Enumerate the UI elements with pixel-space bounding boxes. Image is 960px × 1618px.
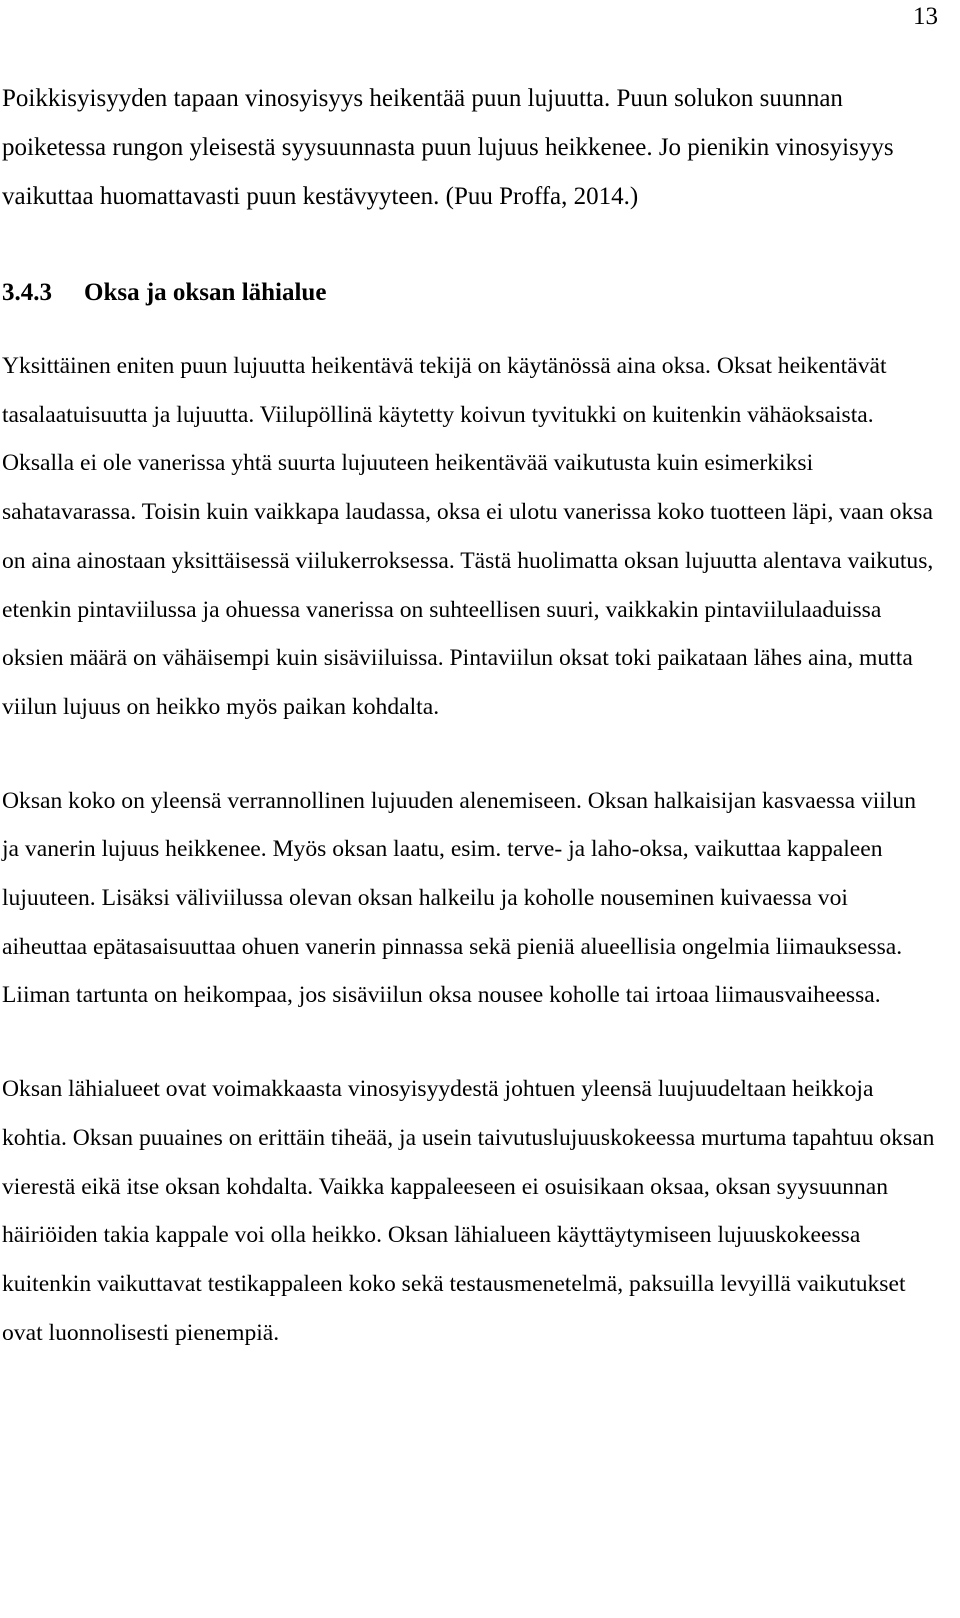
section-title: Oksa ja oksan lähialue xyxy=(84,279,327,306)
paragraph-knots-general: Yksittäinen eniten puun lujuutta heikentävä tekijä on käytänössä aina oksa. Oksat heikentävät tasalaatuisuutta ja lujuutta. Viilupöllinä käytetty koivun tyvitukki on kuitenkin vähäoksaista. Oksalla ei ole vanerissa yhtä suurta lujuuteen heikentävää vaikutusta kuin esimerkiksi sahatavarassa. Toisin kuin vaikkapa laudassa, oksa ei ulotu vanerissa koko tuotteen läpi, vaan oksa on aina ainostaan yksittäisessä viilukerroksessa. Tästä huolimatta oksan lujuutta alentava vaikutus, etenkin pintaviilussa ja ohuessa vanerissa on suhteellisen suuri, vaikkakin pintaviilulaaduissa oksien määrä on vähäisempi kuin sisäviiluissa. Pintaviilun oksat toki paikataan lähes aina, mutta viilun lujuus on heikko myös paikan kohdalta. xyxy=(2,353,934,720)
paragraph-knot-surroundings: Oksan lähialueet ovat voimakkaasta vinosyisyydestä johtuen yleensä luujuudeltaan heikkoja kohtia. Oksan puuaines on erittäin tiheää, ja usein taivutuslujuuskokeessa murtuma tapahtuu oksan vierestä eikä itse oksan kohdalta. Vaikka kappaleeseen ei osuisikaan oksaa, oksan syysuunnan häiriöiden takia kappale voi olla heikko. Oksan lähialueen käyttäytymiseen lujuuskokeessa kuitenkin vaikuttavat testikappaleen koko sekä testausmenetelmä, paksuilla levyillä vaikutukset ovat luonnolisesti pienempiä. xyxy=(2,1076,935,1346)
paragraph-knot-size: Oksan koko on yleensä verrannollinen lujuuden alenemiseen. Oksan halkaisijan kasvaessa viilun ja vanerin lujuus heikkenee. Myös oksan laatu, esim. terve- ja laho-oksa, vaikuttaa kappaleen lujuuteen. Lisäksi väliviilussa olevan oksan halkeilu ja koholle nouseminen kuivaessa voi aiheuttaa epätasaisuuttaa ohuen vanerin pinnassa sekä pieniä alueellisia ongelmia liimauksessa. Liiman tartunta on heikompaa, jos sisäviilun oksa nousee koholle tai irtoaa liimausvaiheessa. xyxy=(2,787,917,1009)
section-heading xyxy=(2,268,936,317)
document-body xyxy=(2,74,936,1402)
section-number: 3.4.3 xyxy=(2,279,52,306)
page-number: 13 xyxy=(913,3,938,30)
intro-paragraph: Poikkisyisyyden tapaan vinosyisyys heikentää puun lujuutta. Puun solukon suunnan poiketessa rungon yleisestä syysuunnasta puun lujuus heikkenee. Jo pienikin vinosyisyys vaikuttaa huomattavasti puun kestävyyteen. (Puu Proffa, 2014.) xyxy=(2,85,894,210)
